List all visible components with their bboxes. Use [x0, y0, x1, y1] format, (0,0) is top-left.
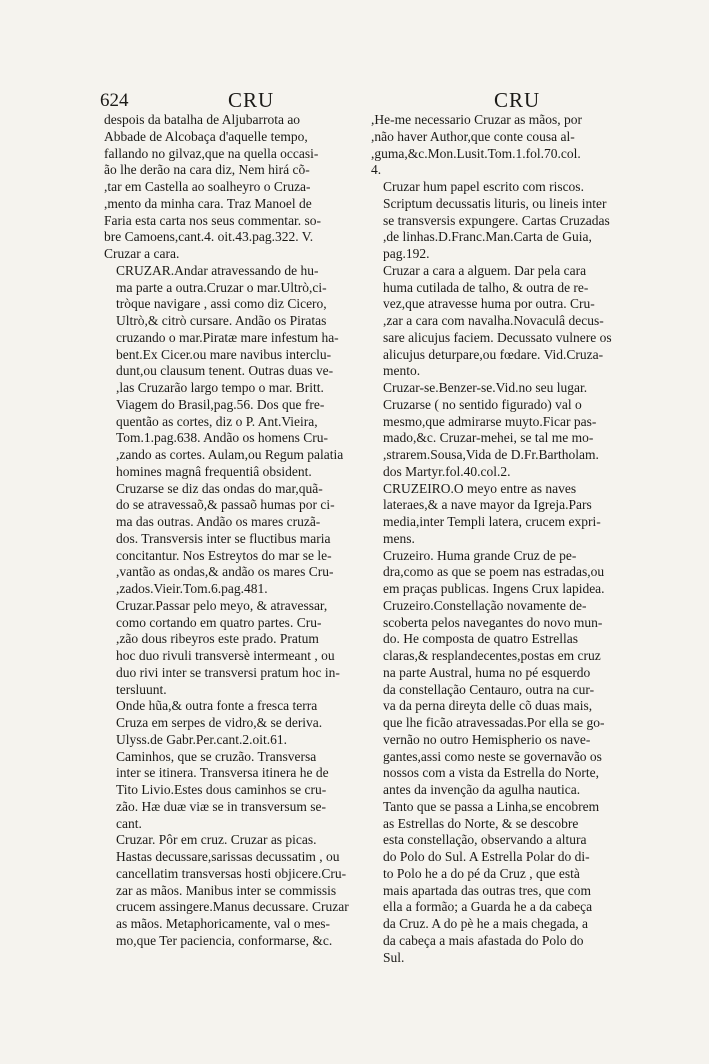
text-line: Scriptum decussatis lituris, ou lineis inter	[383, 195, 607, 211]
text-line: Cruzeiro.Constellação novamente de-	[383, 597, 587, 613]
text-line: mo,que Ter paciencia, conformarse, &c.	[116, 932, 333, 948]
text-line: tròque navigare , assi como diz Cicero,	[116, 296, 327, 312]
text-line: Cruzar hum papel escrito com riscos.	[383, 179, 584, 194]
text-line: do Polo do Sul. A Estrella Polar do di-	[383, 849, 590, 864]
text-line: Cruzarse se diz das ondas do mar,quã-	[116, 480, 323, 496]
text-line: vernão no outro Hemispherio os nave-	[383, 731, 591, 747]
text-line: como cortando em quatro partes. Cru-	[116, 614, 322, 630]
text-line: ,He-me necessario Cruzar as mãos, por	[371, 112, 583, 127]
entry-paragraph	[371, 263, 627, 380]
entry-paragraph	[371, 598, 627, 967]
left-column	[104, 112, 360, 950]
text-line: Faria esta carta nos seus commentar. so-	[104, 212, 322, 228]
text-line: Cruzar. Pôr em cruz. Cruzar as picas.	[116, 832, 317, 848]
entry-paragraph	[371, 548, 627, 598]
text-line: to Polo he a do pé da Cruz , que està	[383, 865, 580, 881]
text-line: Cruzar a cara.	[104, 246, 180, 261]
text-line: cant.	[116, 815, 142, 831]
text-line: dra,como as que se poem nas estradas,ou	[383, 564, 605, 580]
text-line: ,não haver Author,que conte cousa al-	[371, 128, 575, 144]
text-line: Onde hũa,& outra fonte a fresca terra	[116, 698, 318, 714]
text-line: ,zar a cara com navalha.Novaculâ decus-	[383, 313, 604, 328]
text-line: dos Martyr.fol.40.col.2.	[383, 463, 511, 479]
text-line: CRUZEIRO.O meyo entre as naves	[383, 480, 577, 496]
text-line: da cabeça a mais afastada do Polo do	[383, 932, 584, 948]
text-line: homines magnâ frequentiâ obsident.	[116, 463, 312, 479]
text-line: ,guma,&c.Mon.Lusit.Tom.1.fol.70.col.	[371, 145, 581, 161]
text-line: inter se itinera. Transversa itinera he de	[116, 765, 329, 781]
text-line: Hastas decussare,sarissas decussatim , ou	[116, 849, 340, 864]
text-line: mais apartada das outras tres, que com	[383, 882, 592, 898]
text-line: zar as mãos. Manibus inter se commissis	[116, 882, 337, 898]
text-line: as mãos. Metaphoricamente, val o mes-	[116, 916, 331, 931]
text-line: despois da batalha de Aljubarrota ao	[104, 112, 301, 127]
text-line: Cruzar-se.Benzer-se.Vid.no seu lugar.	[383, 380, 588, 395]
text-line: antes da invenção da agulha nautica.	[383, 782, 581, 797]
text-line: vez,que atravesse huma por outra. Cru-	[383, 296, 595, 312]
text-line: da Cruz. A do pè he a mais chegada, a	[383, 916, 589, 931]
text-line: 4.	[371, 162, 382, 178]
text-line: Abbade de Alcobaça d'aquelle tempo,	[104, 128, 308, 144]
text-line: quentão as cortes, diz o P. Ant.Vieira,	[116, 413, 318, 429]
text-line: Tom.1.pag.638. Andão os homens Cru-	[116, 430, 329, 446]
text-line: Tanto que se passa a Linha,se encobrem	[383, 798, 600, 814]
entry-paragraph	[371, 380, 627, 481]
text-line: Cruzar.Passar pelo meyo, & atravessar,	[116, 597, 328, 613]
text-line: crucem assingere.Manus decussare. Cruzar	[116, 899, 349, 915]
text-line: Cruzar a cara a alguem. Dar pela cara	[383, 262, 587, 278]
text-line: nossos com a vista da Estrella do Norte,	[383, 765, 599, 781]
entry-paragraph	[371, 179, 627, 263]
text-line: ,mento da minha cara. Traz Manoel de	[104, 195, 312, 211]
text-line: as Estrellas do Norte, & se descobre	[383, 815, 579, 831]
text-line: media,inter Templi latera, crucem expri-	[383, 514, 601, 529]
text-line: esta constellação, observando a altura	[383, 832, 587, 848]
text-line: mento.	[383, 363, 421, 379]
text-line: pag.192.	[383, 246, 430, 261]
text-line: ão lhe derão na cara diz, Nem hirá cõ-	[104, 162, 310, 178]
text-line: Cruzarse ( no sentido figurado) val o	[383, 396, 582, 412]
text-line: Cruza em serpes de vidro,& se deriva.	[116, 715, 323, 730]
text-line: dos. Transversis inter se fluctibus maria	[116, 530, 331, 546]
text-line: sare alicujus faciem. Decussato vulnere os	[383, 329, 612, 345]
text-line: Cruzeiro. Huma grande Cruz de pe-	[383, 547, 577, 563]
text-line: ella a formão; a Guarda he a da cabeça	[383, 899, 593, 915]
text-line: mens.	[383, 530, 415, 546]
text-line: do se atravessaõ,& passaõ humas por ci-	[116, 497, 335, 513]
entry-paragraph	[104, 698, 360, 748]
text-line: concitantur. Nos Estreytos do mar se le-	[116, 547, 332, 563]
text-line: ma das outras. Andão os mares cruzã-	[116, 514, 321, 529]
entry-paragraph	[104, 263, 360, 481]
entry-paragraph	[104, 112, 360, 263]
text-line: ,las Cruzarão largo tempo o mar. Britt.	[116, 380, 324, 395]
page-number: 624	[100, 90, 129, 111]
text-line: dunt,ou clausum tenent. Outras duas ve-	[116, 363, 334, 379]
text-line: claras,& resplandecentes,postas em cruz	[383, 648, 601, 663]
text-line: lateraes,& a nave mayor da Igreja.Pars	[383, 497, 592, 513]
text-line: se transversis expungere. Cartas Cruzadas	[383, 212, 610, 228]
text-line: na parte Austral, huma no pé esquerdo	[383, 664, 591, 680]
entry-paragraph	[371, 481, 627, 548]
text-line: fallando no gilvaz,que na quella occasi-	[104, 145, 319, 161]
text-line: da constellação Centauro, outra na cur-	[383, 681, 595, 697]
text-line: bent.Ex Cicer.ou mare navibus interclu-	[116, 346, 332, 362]
text-line: scoberta pelos navegantes do novo mun-	[383, 614, 603, 630]
text-line: Caminhos, que se cruzão. Transversa	[116, 748, 317, 764]
text-line: ,zando as cortes. Aulam,ou Regum palatia	[116, 447, 344, 462]
text-line: mesmo,que admirarse muyto.Ficar pas-	[383, 413, 597, 429]
text-line: tersluunt.	[116, 681, 167, 697]
text-line: Tito Livio.Estes dous caminhos se cru-	[116, 782, 327, 797]
text-line: bre Camoens,cant.4. oit.43.pag.322. V.	[104, 229, 314, 245]
text-line: Sul.	[383, 949, 405, 965]
entry-paragraph	[104, 481, 360, 598]
text-line: Ulyss.de Gabr.Per.cant.2.oit.61.	[116, 731, 287, 747]
right-column	[371, 112, 627, 966]
text-line: duo rivi inter se transversi pratum hoc in-	[116, 664, 340, 680]
text-line: que lhe ficão atravessadas.Por ella se go-	[383, 715, 605, 730]
text-line: va da perna direyta delle cõ duas mais,	[383, 698, 593, 714]
text-line: em praças publicas. Ingens Crux lapidea.	[383, 581, 605, 596]
running-headword-right: CRU	[494, 88, 541, 112]
text-line: cancellatim transversas hosti objicere.Cru-	[116, 865, 347, 881]
text-line: Viagem do Brasil,pag.56. Dos que fre-	[116, 396, 325, 412]
entry-paragraph	[104, 598, 360, 699]
entry-paragraph	[371, 112, 627, 179]
text-line: gantes,assi como neste se governavão os	[383, 748, 602, 764]
text-line: huma cutilada de talho, & outra de re-	[383, 279, 589, 295]
text-line: ma parte a outra.Cruzar o mar.Ultrò,ci-	[116, 279, 327, 295]
text-line: ,tar em Castella ao soalheyro o Cruza-	[104, 179, 311, 194]
entry-paragraph	[104, 749, 360, 833]
text-line: zão. Hæ duæ viæ se in transversum se-	[116, 798, 326, 814]
text-line: CRUZAR.Andar atravessando de hu-	[116, 262, 319, 278]
text-line: ,strarem.Sousa,Vida de D.Fr.Bartholam.	[383, 447, 599, 462]
text-line: mado,&c. Cruzar-mehei, se tal me mo-	[383, 430, 594, 446]
text-line: alicujus deturpare,ou fœdare. Vid.Cruza-	[383, 346, 604, 362]
running-headword-left: CRU	[228, 88, 275, 112]
text-line: ,zão dous ribeyros este prado. Pratum	[116, 631, 319, 647]
entry-paragraph	[104, 832, 360, 949]
text-line: cruzando o mar.Piratæ mare infestum ha-	[116, 329, 339, 345]
text-line: hoc duo rivuli transversè intermeant , ou	[116, 648, 335, 663]
text-line: ,vantão as ondas,& andão os mares Cru-	[116, 564, 334, 580]
text-line: ,de linhas.D.Franc.Man.Carta de Guia,	[383, 229, 592, 245]
text-line: ,zados.Vieir.Tom.6.pag.481.	[116, 581, 268, 596]
text-line: Ultrò,& citrò cursare. Andão os Piratas	[116, 313, 327, 328]
text-line: do. He composta de quatro Estrellas	[383, 631, 578, 647]
